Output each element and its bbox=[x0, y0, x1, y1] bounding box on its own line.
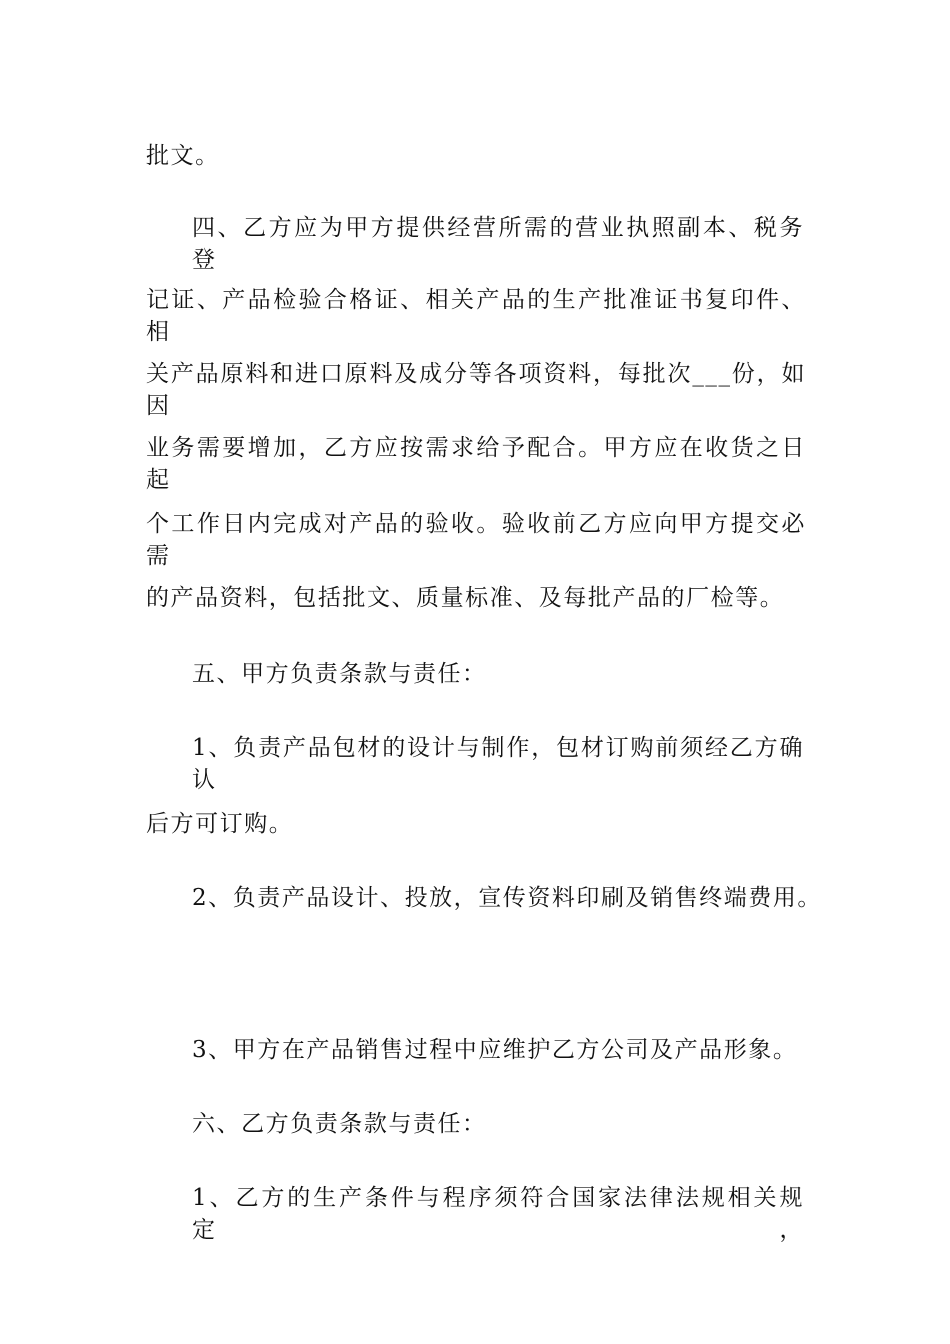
section-4-line-3: 关产品原料和进口原料及成分等各项资料，每批次___份，如因 bbox=[146, 361, 806, 419]
section-6-item-1-line-1: 1、乙方的生产条件与程序须符合国家法律法规相关规定， bbox=[192, 1185, 804, 1243]
section-4-line-6: 的产品资料，包括批文、质量标准、及每批产品的厂检等。 bbox=[146, 585, 785, 611]
section-4-line-1: 四、乙方应为甲方提供经营所需的营业执照副本、税务登 bbox=[192, 215, 804, 273]
text-line-1: 批文。 bbox=[146, 143, 220, 169]
section-5-item-1-line-2: 后方可订购。 bbox=[146, 811, 294, 837]
section-4-line-4: 业务需要增加，乙方应按需求给予配合。甲方应在收货之日起 bbox=[146, 435, 806, 493]
section-6-heading: 六、乙方负责条款与责任： bbox=[192, 1111, 487, 1137]
section-5-item-2: 2、负责产品设计、投放，宣传资料印刷及销售终端费用。 bbox=[192, 885, 822, 911]
section-5-item-3: 3、甲方在产品销售过程中应维护乙方公司及产品形象。 bbox=[192, 1037, 798, 1063]
section-5-heading: 五、甲方负责条款与责任： bbox=[192, 661, 487, 687]
section-4-line-5: 个工作日内完成对产品的验收。验收前乙方应向甲方提交必需 bbox=[146, 511, 806, 569]
section-4-line-2: 记证、产品检验合格证、相关产品的生产批准证书复印件、相 bbox=[146, 287, 806, 345]
section-5-item-1-line-1: 1、负责产品包材的设计与制作，包材订购前须经乙方确认 bbox=[192, 735, 804, 793]
